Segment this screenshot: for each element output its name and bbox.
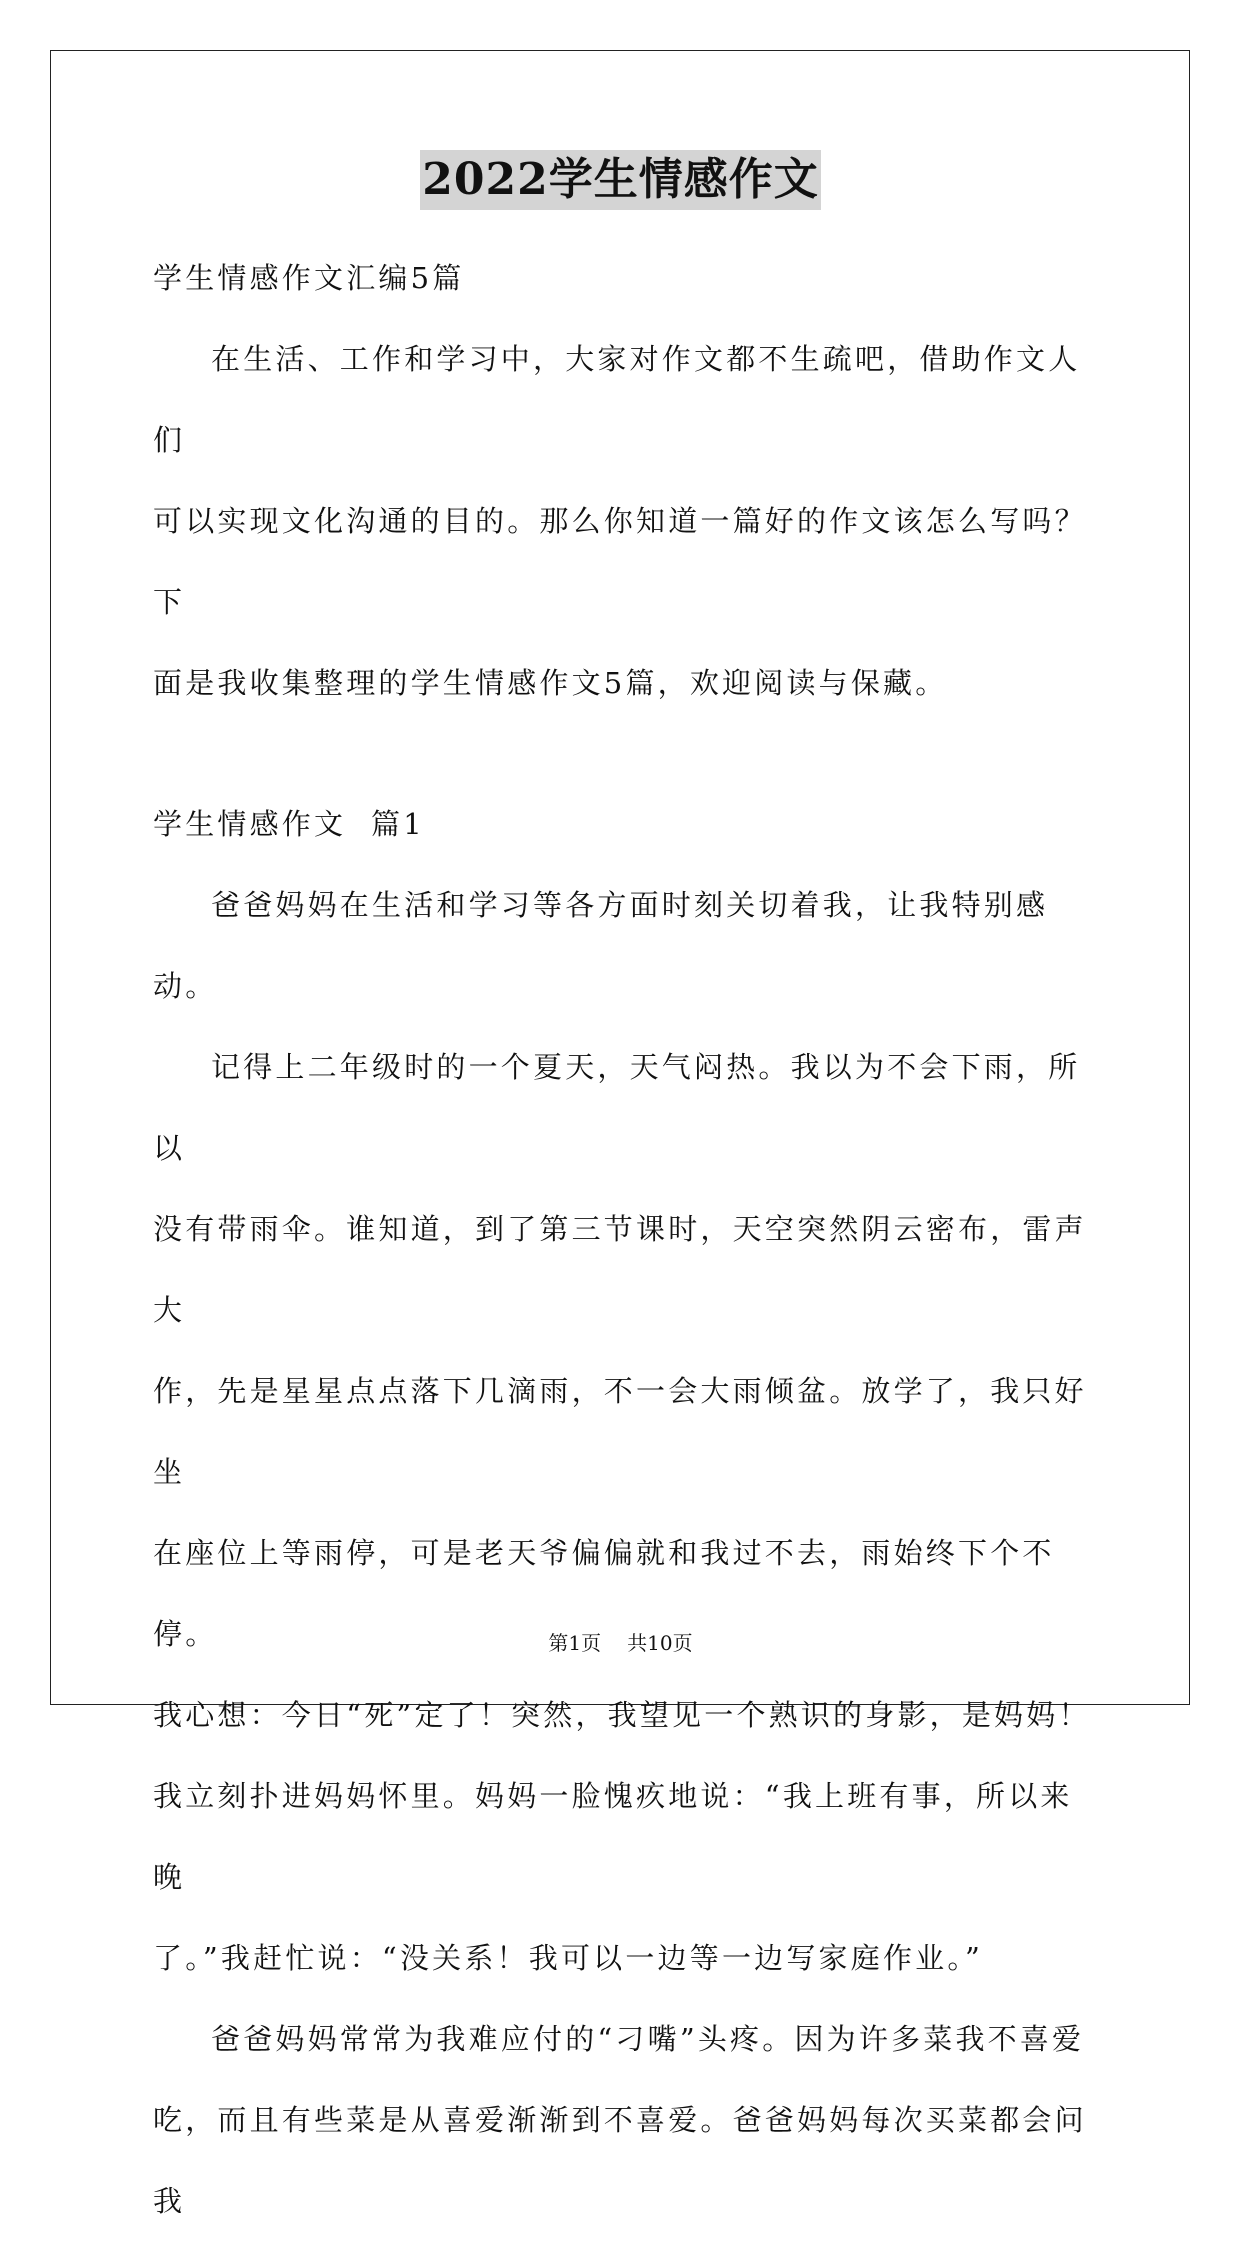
- page-footer: [0, 1628, 1241, 1658]
- document-subtitle: 学生情感作文汇编5篇: [153, 261, 465, 295]
- page-number-current: 第1页: [548, 1631, 602, 1655]
- paragraph-line: 作，先是星星点点落下几滴雨，不一会大雨倾盆。放学了，我只好坐: [153, 1374, 1087, 1489]
- food-paragraph: [153, 1999, 1093, 2242]
- section-gap: [153, 724, 1093, 784]
- intro-line: 可以实现文化沟通的目的。那么你知道一篇好的作文该怎么写吗？下: [153, 504, 1087, 619]
- paragraph-line: 记得上二年级时的一个夏天，天气闷热。我以为不会下雨，所以: [153, 1050, 1081, 1165]
- paragraph-line: 吃，而且有些菜是从喜爱渐渐到不喜爱。爸爸妈妈每次买菜都会问我: [153, 2103, 1087, 2218]
- title-container: [0, 150, 1241, 210]
- paragraph-line: 没有带雨伞。谁知道，到了第三节课时，天空突然阴云密布，雷声大: [153, 1212, 1087, 1327]
- paragraph-line: 爸爸妈妈常常为我难应付的“刁嘴”头疼。因为许多菜我不喜爱: [211, 2022, 1085, 2056]
- paragraph-line: 我心想：今日“死”定了！突然，我望见一个熟识的身影，是妈妈！: [153, 1698, 1091, 1732]
- paragraph-line: 我立刻扑进妈妈怀里。妈妈一脸愧疚地说：“我上班有事，所以来晚: [153, 1779, 1073, 1894]
- page-number-total: 共10页: [627, 1631, 693, 1655]
- intro-paragraph: [153, 319, 1093, 724]
- section-heading: 学生情感作文 篇1: [153, 807, 425, 841]
- paragraph-line: 爸爸妈妈在生活和学习等各方面时刻关切着我，让我特别感动。: [153, 888, 1049, 1003]
- paragraph-line: 在座位上等雨停，可是老天爷偏偏就和我过不去，雨始终下个不停。: [153, 1536, 1055, 1651]
- document-body: [153, 238, 1093, 2242]
- intro-line: 面是我收集整理的学生情感作文5篇，欢迎阅读与保藏。: [153, 666, 948, 700]
- document-title: 2022学生情感作文: [420, 150, 820, 210]
- intro-line: 在生活、工作和学习中，大家对作文都不生疏吧，借助作文人们: [153, 342, 1081, 457]
- story-paragraph: [153, 1027, 1093, 1999]
- paragraph-line: 了。”我赶忙说：“没关系！我可以一边等一边写家庭作业。”: [153, 1941, 984, 1975]
